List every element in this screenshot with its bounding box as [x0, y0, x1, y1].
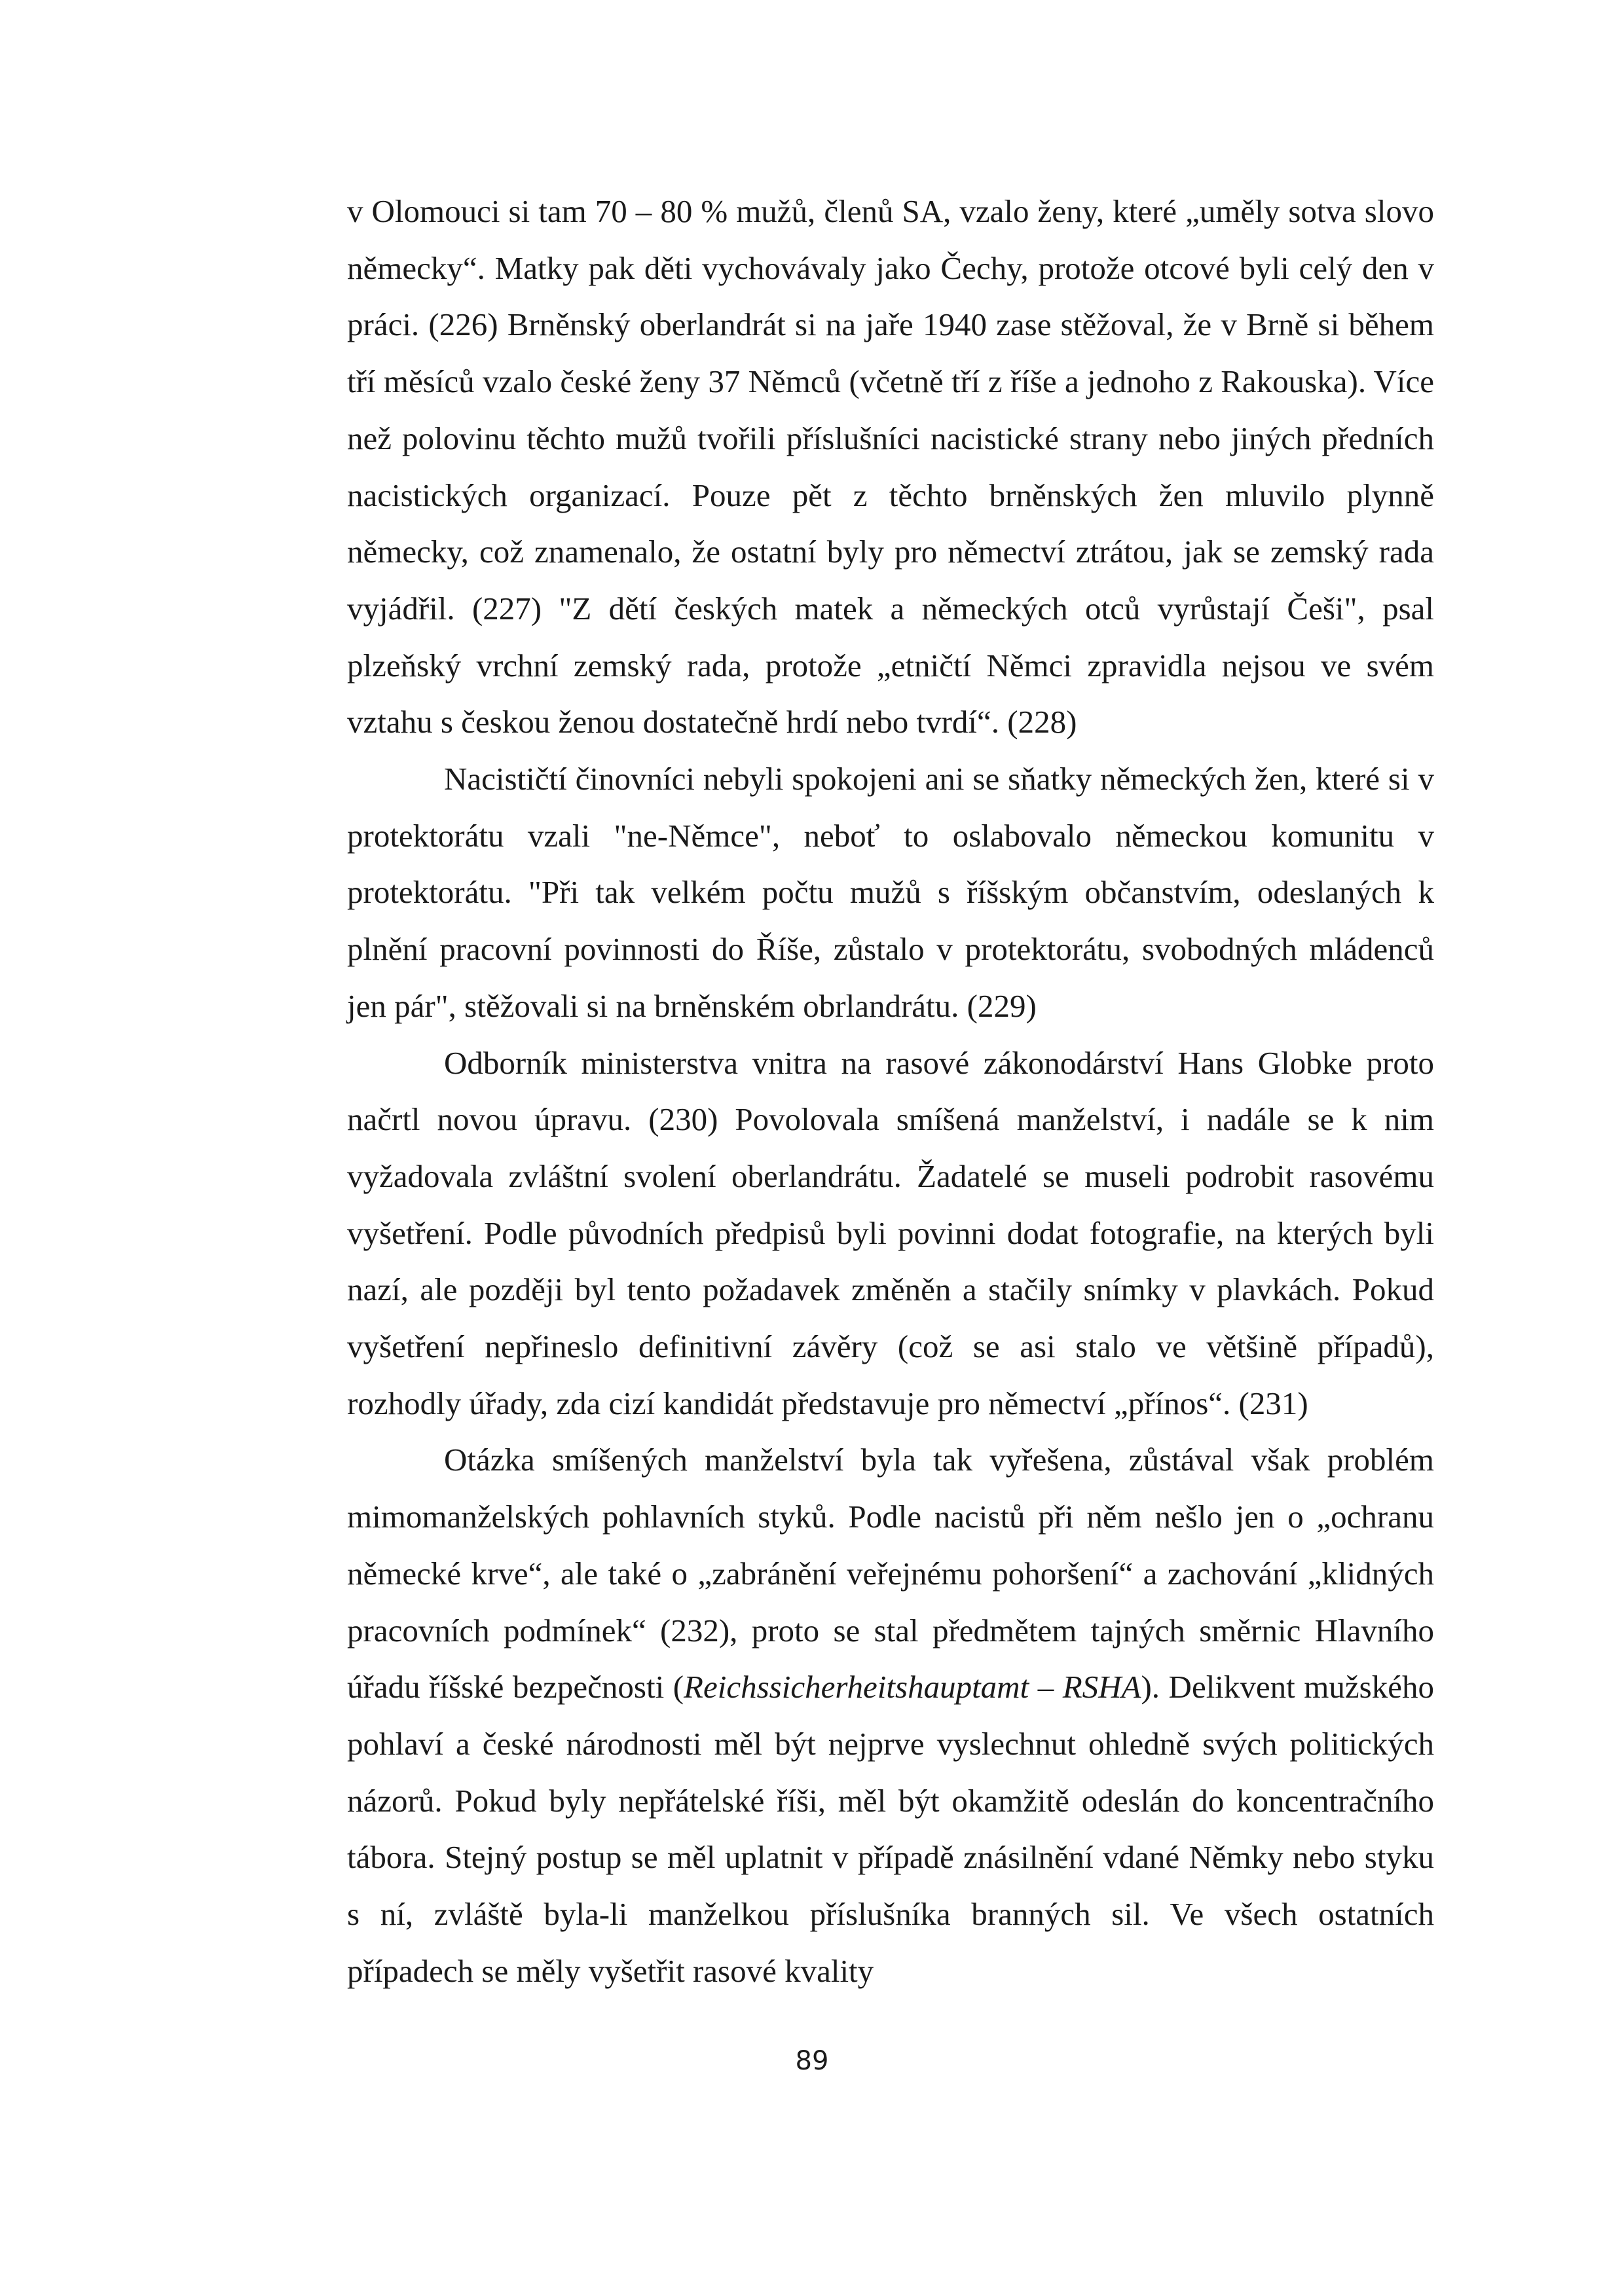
paragraph-3 — [347, 1035, 1434, 1432]
paragraph-4-text-end: ). Delikvent mužského pohlaví a české národnosti měl být nejprve vyslechnut ohledně svých politických názorů. Pokud byly nepřátelské říši, měl být okamžitě odeslán do koncentračního tábora. Stejný postup se měl uplatnit v případě znásilnění vdané Němky nebo styku s ní, zvláště byla-li manželkou příslušníka branných sil. Ve všech ostatních případech se měly vyšetřit rasové kvality — [347, 1669, 1434, 1989]
paragraph-4-text-start: Otázka smíšených manželství byla tak vyřešena, zůstával však problém mimomanželských pohlavních styků. Podle nacistů při něm nešlo jen o „ochranu německé krve“, ale také o „zabránění veřejnému pohoršení“ a zachování „klidných pracovních podmínek“ (232), proto se stal předmětem tajných směrnic Hlavního úřadu říšské bezpečnosti ( — [347, 1442, 1434, 1705]
paragraph-2-text: Nacističtí činovníci nebyli spokojeni ani se sňatky německých žen, které si v protektorátu vzali "ne-Němce", neboť to oslabovalo německou komunitu v protektorátu. "Při tak velkém počtu mužů s říšským občanstvím, odeslaných k plnění pracovní povinnosti do Říše, zůstalo v protektorátu, svobodných mládenců jen pár", stěžovali si na brněnském obrlandrátu. (229) — [347, 761, 1434, 1024]
body-text — [347, 183, 1434, 2000]
paragraph-3-text: Odborník ministerstva vnitra na rasové zákonodárství Hans Globke proto načrtl novou úpravu. (230) Povolovala smíšená manželství, i nadále se k nim vyžadovala zvláštní svolení oberlandrátu. Žadatelé se museli podrobit rasovému vyšetření. Podle původních předpisů byli povinni dodat fotografie, na kterých byli nazí, ale později byl tento požadavek změněn a stačily snímky v plavkách. Pokud vyšetření nepřineslo definitivní závěry (což se asi stalo ve většině případů), rozhodly úřady, zda cizí kandidát představuje pro němectví „přínos“. (231) — [347, 1044, 1434, 1421]
paragraph-1-text: v Olomouci si tam 70 – 80 % mužů, členů SA, vzalo ženy, které „uměly sotva slovo německy“. Matky pak děti vychovávaly jako Čechy, protože otcové byli celý den v práci. (226) Brněnský oberlandrát si na jaře 1940 zase stěžoval, že v Brně si během tří měsíců vzalo české ženy 37 Němců (včetně tří z říše a jednoho z Rakouska). Více než polovinu těchto mužů tvořili příslušníci nacistické strany nebo jiných předních nacistických organizací. Pouze pět z těchto brněnských žen mluvilo plynně německy, což znamenalo, že ostatní byly pro němectví ztrátou, jak se zemský rada vyjádřil. (227) "Z dětí českých matek a německých otců vyrůstají Češi", psal plzeňský vrchní zemský rada, protože „etničtí Němci zpravidla nejsou ve svém vztahu s českou ženou dostatečně hrdí nebo tvrdí“. (228) — [347, 193, 1434, 740]
page-number: 89 — [795, 2046, 829, 2076]
paragraph-4 — [347, 1432, 1434, 1999]
paragraph-1 — [347, 183, 1434, 751]
paragraph-2 — [347, 751, 1434, 1035]
paragraph-4-italic-term: Reichssicherheitshauptamt – RSHA — [684, 1669, 1141, 1705]
